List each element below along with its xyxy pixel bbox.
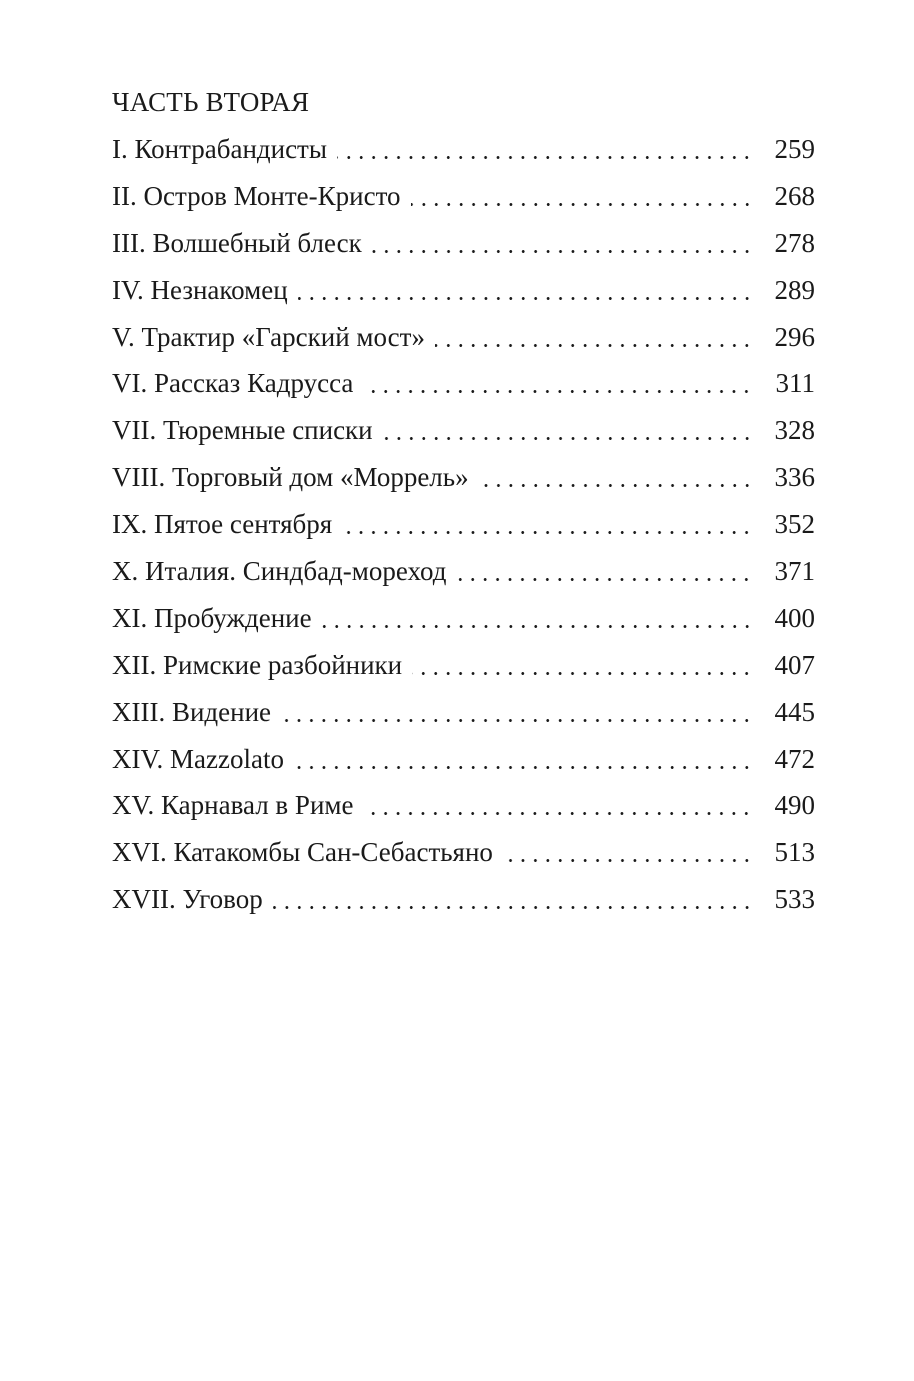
toc-entry-title: IX. Пятое сентября [112, 506, 342, 542]
toc-entry [112, 647, 815, 694]
toc-entry-page: 490 [774, 790, 815, 821]
toc-entry-title: XVI. Катакомбы Сан-Себастьяно [112, 834, 503, 870]
toc-entry-page: 289 [774, 274, 815, 305]
dot-leader [342, 506, 753, 542]
toc-entry-page: 336 [774, 462, 815, 493]
toc-entry [112, 272, 815, 319]
toc-entry [112, 881, 815, 928]
toc-entry-page: 371 [774, 556, 815, 587]
dot-leader [435, 319, 753, 355]
toc-entry-page: 296 [774, 321, 815, 352]
dot-leader [411, 178, 753, 214]
toc-entry [112, 506, 815, 553]
toc-entry [112, 741, 815, 788]
toc-entry-title: VII. Тюремные списки [112, 412, 383, 448]
dot-leader [383, 412, 753, 448]
toc-entry-title: XVII. Уговор [112, 881, 273, 917]
toc-entry-page: 400 [774, 602, 815, 633]
toc-entry [112, 553, 815, 600]
toc-entry-page: 328 [774, 415, 815, 446]
toc-entry-page: 259 [774, 134, 815, 164]
toc-entry-page: 268 [774, 180, 815, 211]
toc-entry-page: 407 [774, 649, 815, 680]
dot-leader [363, 365, 753, 401]
toc-entry-title: XIV. Mazzolato [112, 741, 294, 777]
toc-entry-title: IV. Незнакомец [112, 272, 298, 308]
toc-entry [112, 319, 815, 366]
toc-entry-title: XI. Пробуждение [112, 600, 322, 636]
toc-entry-page: 513 [774, 837, 815, 868]
dot-leader [298, 272, 753, 308]
toc-entry-page: 472 [774, 743, 815, 774]
toc-entry-title: X. Италия. Синдбад-мореход [112, 553, 456, 589]
toc-entry-title: II. Остров Монте-Кристо [112, 178, 411, 214]
toc-entry-title: I. Контрабандисты [112, 131, 337, 167]
dot-leader [294, 741, 753, 777]
toc-entry-page: 533 [774, 884, 815, 915]
dot-leader [412, 647, 753, 683]
toc-entry-title: XIII. Видение [112, 694, 281, 730]
dot-leader [337, 131, 753, 167]
dot-leader [456, 553, 753, 589]
dot-leader [363, 787, 753, 823]
toc-entry [112, 787, 815, 834]
toc-entry [112, 412, 815, 459]
dot-leader [281, 694, 753, 730]
dot-leader [503, 834, 753, 870]
toc-entry [112, 365, 815, 412]
toc-entry-title: VIII. Торговый дом «Моррель» [112, 459, 479, 495]
toc-entry-page: 311 [775, 368, 815, 399]
toc-entry [112, 225, 815, 272]
toc-entry-title: XII. Римские разбойники [112, 647, 412, 683]
toc-entry-title: XV. Карнавал в Риме [112, 787, 363, 823]
toc-entry-title: V. Трактир «Гарский мост» [112, 319, 435, 355]
toc-entry-title: III. Волшебный блеск [112, 225, 372, 261]
toc-entry [112, 459, 815, 506]
toc-entry-page: 352 [774, 509, 815, 540]
table-of-contents [112, 131, 815, 928]
dot-leader [479, 459, 753, 495]
toc-entry [112, 600, 815, 647]
toc-entry [112, 694, 815, 741]
toc-entry-page: 278 [774, 227, 815, 258]
dot-leader [273, 881, 753, 917]
dot-leader [372, 225, 753, 261]
toc-entry [112, 834, 815, 881]
section-title: ЧАСТЬ ВТОРАЯ [112, 87, 310, 117]
toc-entry-title: VI. Рассказ Кадрусса [112, 365, 363, 401]
toc-entry-page: 445 [774, 696, 815, 727]
toc-entry [112, 178, 815, 225]
dot-leader [322, 600, 753, 636]
toc-entry [112, 131, 815, 178]
